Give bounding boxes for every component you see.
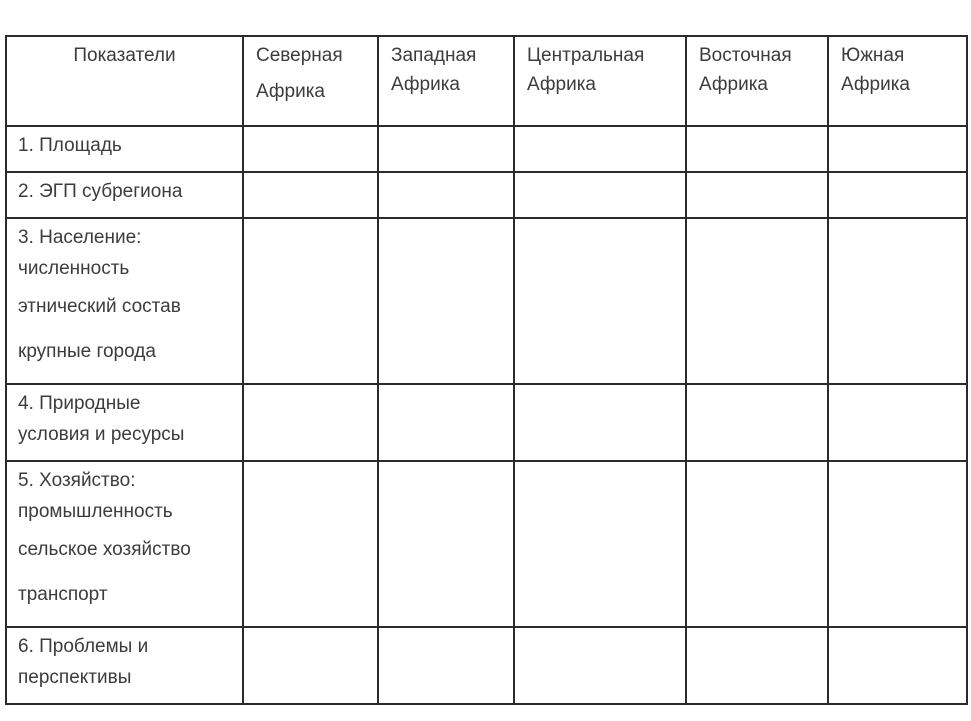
header-text: Африка xyxy=(699,74,768,95)
header-cell-east-africa xyxy=(686,36,828,126)
table-header-row xyxy=(6,36,967,126)
header-text: Показатели xyxy=(73,45,176,66)
table-row xyxy=(6,172,967,218)
header-text: Африка xyxy=(391,74,460,95)
row-label-text: 5. Хозяйство: xyxy=(18,470,136,491)
row-label-cell xyxy=(6,218,243,384)
table-cell xyxy=(243,384,378,461)
header-cell-west-africa xyxy=(378,36,514,126)
row-label-cell xyxy=(6,384,243,461)
header-text: Центральная xyxy=(527,45,645,66)
table-row xyxy=(6,126,967,172)
table-cell xyxy=(243,126,378,172)
table-cell xyxy=(686,461,828,627)
row-label-text: транспорт xyxy=(18,584,108,605)
table-cell xyxy=(514,461,686,627)
row-label-text: этнический состав xyxy=(18,296,181,317)
table-cell xyxy=(686,627,828,704)
table-cell xyxy=(243,172,378,218)
table-cell xyxy=(828,126,967,172)
row-label-text: перспективы xyxy=(18,667,132,688)
header-text: Африка xyxy=(256,81,325,102)
header-text: Западная xyxy=(391,45,477,66)
row-label-cell xyxy=(6,172,243,218)
header-text: Северная xyxy=(256,45,343,66)
row-label-cell xyxy=(6,461,243,627)
row-label-text: крупные города xyxy=(18,341,156,362)
table-cell xyxy=(514,627,686,704)
table-cell xyxy=(378,218,514,384)
row-label-text: численность xyxy=(18,258,130,279)
row-label-text: 4. Природные xyxy=(18,393,141,414)
header-text: Африка xyxy=(841,74,910,95)
table-cell xyxy=(378,126,514,172)
table-cell xyxy=(686,218,828,384)
row-label-text: промышленность xyxy=(18,501,173,522)
row-label-text: сельское хозяйство xyxy=(18,539,191,560)
table-row xyxy=(6,461,967,627)
table-cell xyxy=(514,126,686,172)
row-label-text: 2. ЭГП субрегиона xyxy=(18,181,183,202)
header-text: Африка xyxy=(527,74,596,95)
table-row xyxy=(6,627,967,704)
table-cell xyxy=(243,627,378,704)
table-cell xyxy=(514,218,686,384)
table-cell xyxy=(686,126,828,172)
table-cell xyxy=(828,461,967,627)
table-cell xyxy=(378,627,514,704)
table-cell xyxy=(828,384,967,461)
row-label-cell xyxy=(6,627,243,704)
table-cell xyxy=(828,172,967,218)
table-row xyxy=(6,218,967,384)
header-cell-south-africa xyxy=(828,36,967,126)
header-cell-north-africa xyxy=(243,36,378,126)
table-cell xyxy=(686,384,828,461)
table-cell xyxy=(378,172,514,218)
header-text: Восточная xyxy=(699,45,792,66)
row-label-text: условия и ресурсы xyxy=(18,424,185,445)
table-cell xyxy=(243,218,378,384)
table-cell xyxy=(378,461,514,627)
table-cell xyxy=(378,384,514,461)
row-label-text: 6. Проблемы и xyxy=(18,636,149,657)
header-cell-central-africa xyxy=(514,36,686,126)
table-cell xyxy=(243,461,378,627)
header-cell-indicators xyxy=(6,36,243,126)
table-cell xyxy=(514,172,686,218)
header-text: Южная xyxy=(841,45,905,66)
africa-subregions-table xyxy=(5,35,968,705)
table-cell xyxy=(828,218,967,384)
table-cell xyxy=(686,172,828,218)
table-cell xyxy=(828,627,967,704)
row-label-cell xyxy=(6,126,243,172)
table-cell xyxy=(514,384,686,461)
row-label-text: 3. Население: xyxy=(18,227,142,248)
row-label-text: 1. Площадь xyxy=(18,135,122,156)
table-row xyxy=(6,384,967,461)
